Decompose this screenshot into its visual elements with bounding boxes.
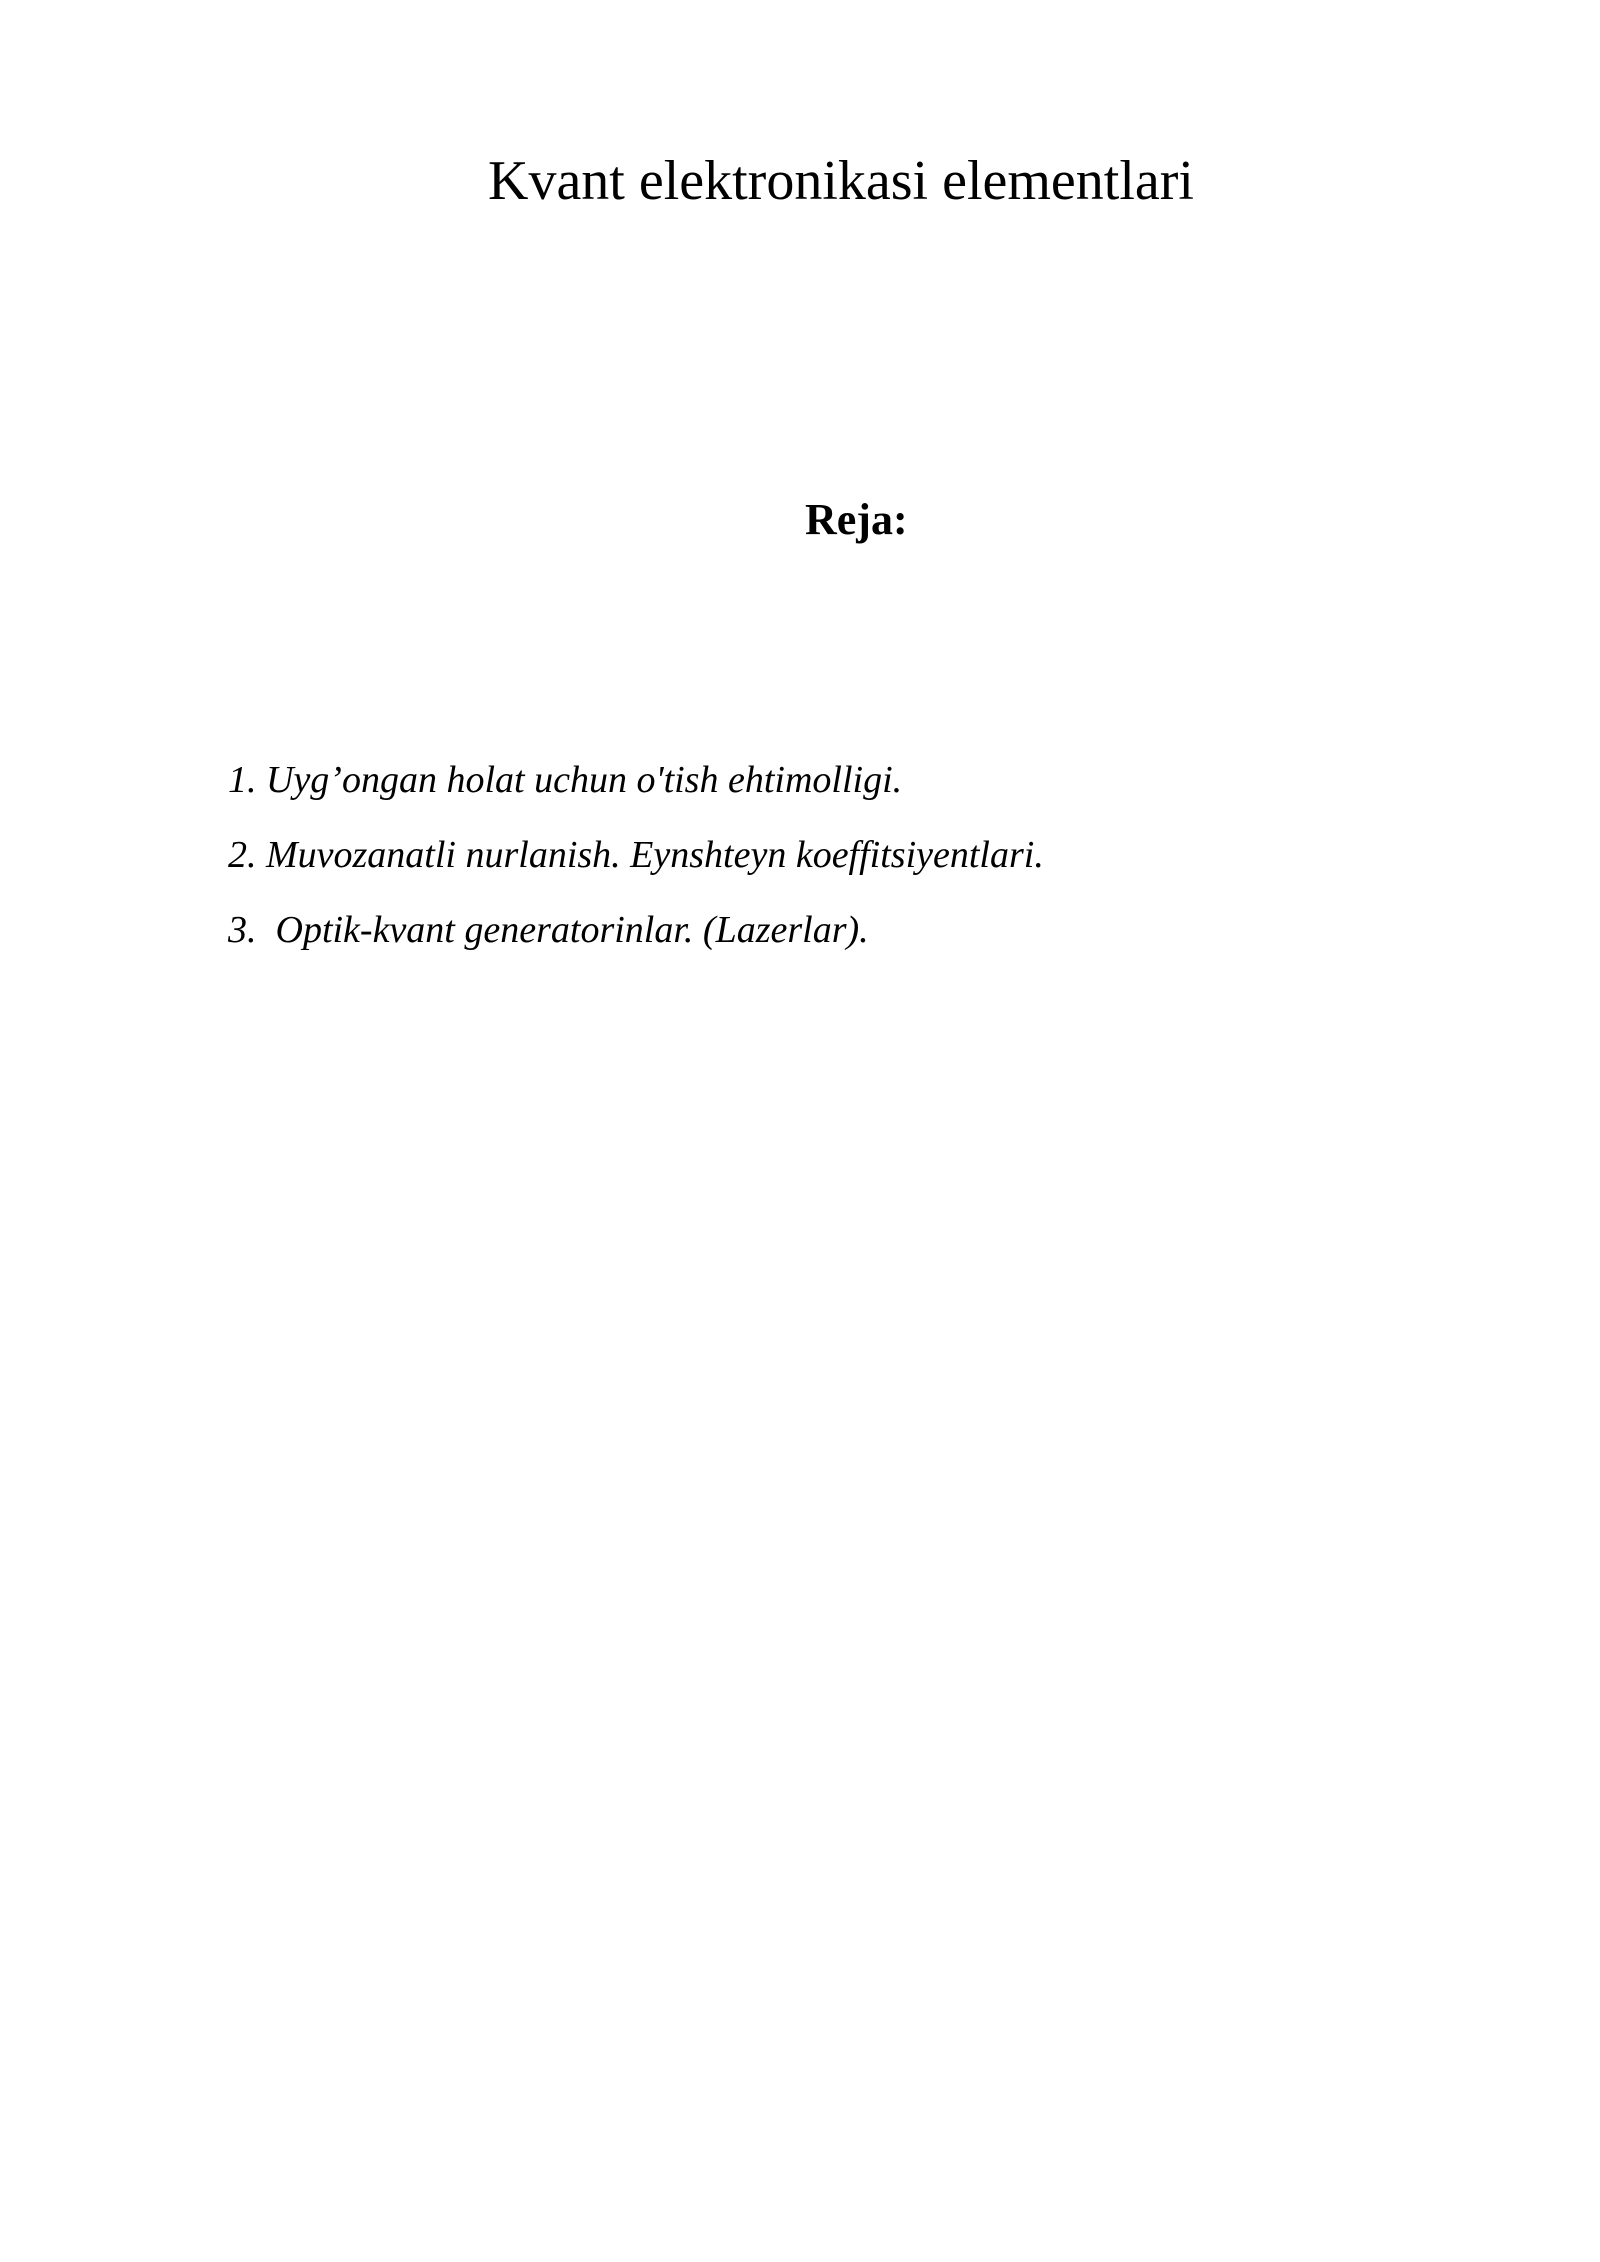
plan-list	[228, 758, 1044, 983]
plan-heading: Reja:	[805, 495, 908, 544]
plan-item-2: 2. Muvozanatli nurlanish. Eynshteyn koeffitsiyentlari.	[228, 834, 1044, 876]
plan-item-1: 1. Uyg’ongan holat uchun o'tish ehtimolligi.	[228, 759, 903, 801]
plan-item-3: 3. Optik-kvant generatorinlar. (Lazerlar).	[228, 909, 869, 951]
document-title: Kvant elektronikasi elementlari	[488, 150, 1194, 212]
